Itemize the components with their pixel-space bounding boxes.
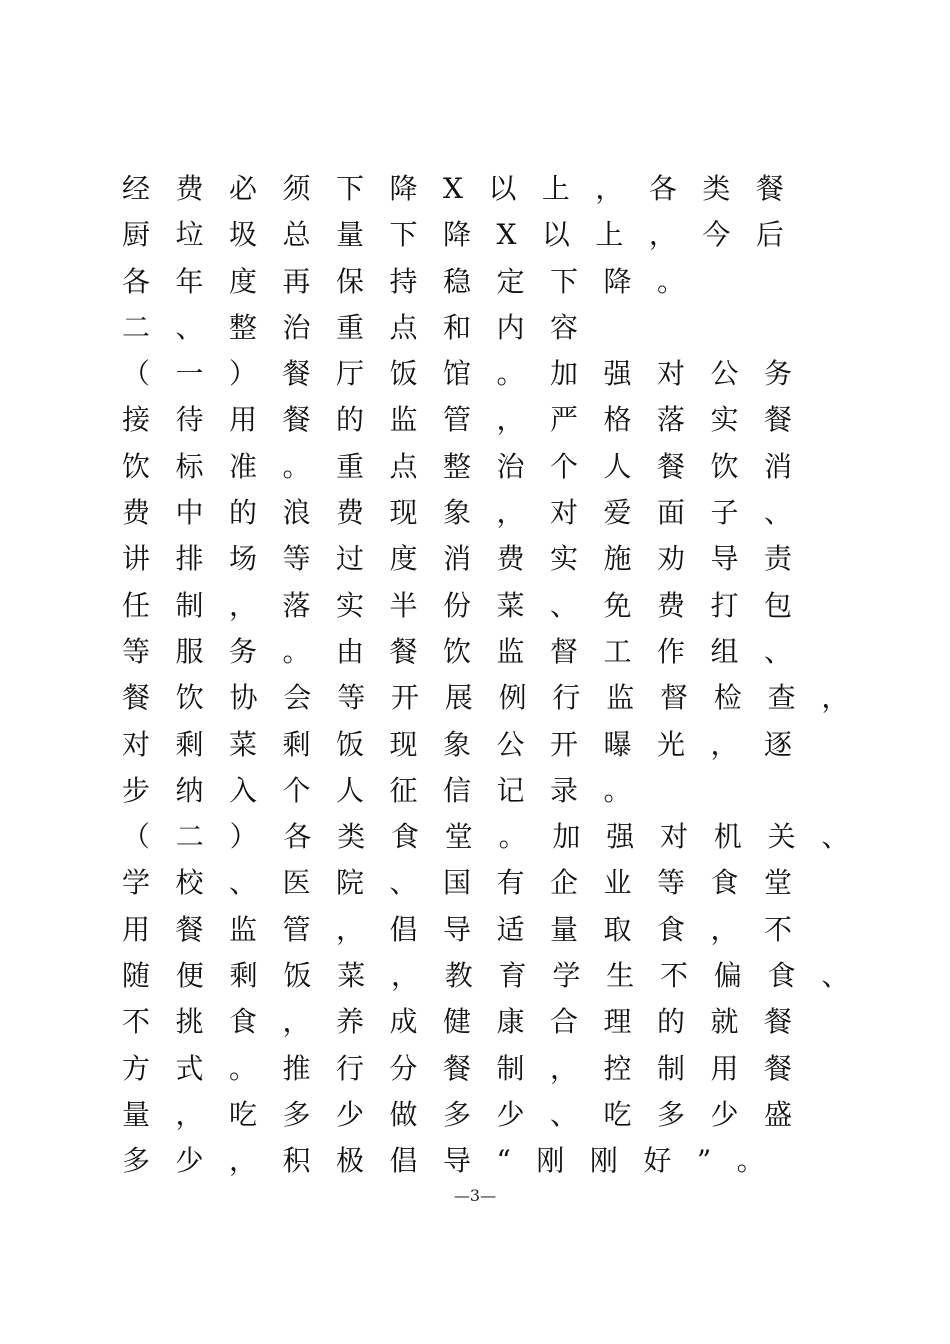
text-line: 各年度再保持稳定下降。 — [122, 264, 711, 298]
text-line: 餐饮协会等开展例行监督检查， — [122, 681, 876, 715]
text-line: 等服务。由餐饮监督工作组、 — [122, 634, 818, 668]
text-line: 厨垃圾总量下降X以上，今后 — [122, 218, 810, 252]
text-line: （一）餐厅饭馆。加强对公务 — [122, 357, 818, 391]
page-number: —3— — [453, 1186, 497, 1205]
text-line: 步纳入个人征信记录。 — [122, 773, 658, 807]
document-body — [122, 166, 876, 1185]
text-line: 经费必须下降X以上，各类餐 — [122, 172, 810, 205]
text-line: 学校、医院、国有企业等食堂 — [122, 866, 818, 900]
text-line: 对剩菜剩饭现象公开曝光，逐 — [122, 727, 818, 761]
text-line: 费中的浪费现象，对爱面子、 — [122, 496, 818, 530]
text-line: 饮标准。重点整治个人餐饮消 — [122, 449, 818, 483]
text-line: 任制，落实半份菜、免费打包 — [122, 588, 818, 622]
section-heading: 二、整治重点和内容 — [122, 310, 604, 344]
text-line: 方式。推行分餐制，控制用餐 — [122, 1051, 818, 1085]
text-line: 不挑食，养成健康合理的就餐 — [122, 1005, 818, 1039]
text-line: 随便剩饭菜，教育学生不偏食、 — [122, 959, 876, 993]
text-line: 多少，积极倡导“刚刚好”。 — [122, 1144, 791, 1178]
text-line: 量，吃多少做多少、吃多少盛 — [122, 1097, 818, 1131]
text-line: 用餐监管，倡导适量取食，不 — [122, 912, 818, 946]
text-line: 接待用餐的监管，严格落实餐 — [122, 403, 818, 437]
text-line: （二）各类食堂。加强对机关、 — [122, 820, 876, 854]
text-line: 讲排场等过度消费实施劝导责 — [122, 542, 818, 576]
